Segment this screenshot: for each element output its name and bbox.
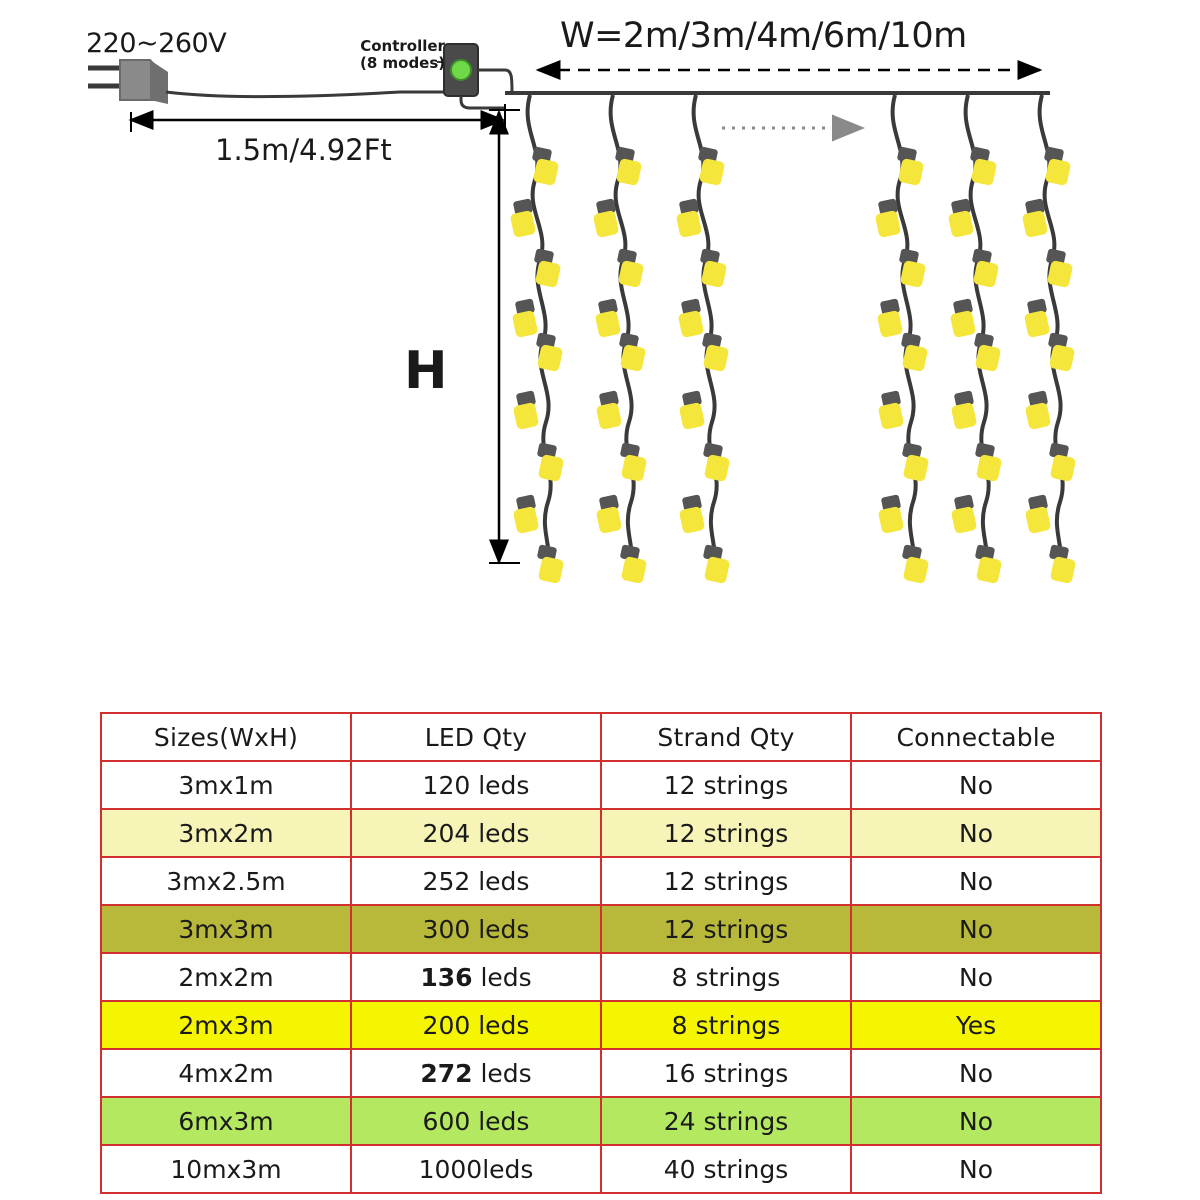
cell-strand-qty: 40 strings	[601, 1145, 851, 1193]
voltage-label: 220~260V	[86, 28, 227, 59]
cell-strand-qty: 24 strings	[601, 1097, 851, 1145]
cell-led-qty: 272 leds	[351, 1049, 601, 1097]
width-label: W=2m/3m/4m/6m/10m	[560, 16, 967, 56]
cord-length-label: 1.5m/4.92Ft	[215, 133, 392, 167]
controller-label-line1: Controller	[360, 37, 445, 55]
cell-connectable: No	[851, 761, 1101, 809]
cell-connectable: No	[851, 1097, 1101, 1145]
cell-strand-qty: 12 strings	[601, 905, 851, 953]
table-row	[101, 953, 1101, 1001]
cell-connectable: No	[851, 809, 1101, 857]
cell-size: 2mx2m	[101, 953, 351, 1001]
led-strand-group	[510, 95, 1077, 584]
controller-label	[360, 38, 445, 73]
led-strand	[676, 95, 731, 584]
cell-size: 3mx1m	[101, 761, 351, 809]
table-row	[101, 1145, 1101, 1193]
led-strand	[1022, 95, 1077, 584]
power-plug-icon	[88, 60, 168, 104]
cell-led-qty: 252 leds	[351, 857, 601, 905]
cell-strand-qty: 16 strings	[601, 1049, 851, 1097]
header-led-qty: LED Qty	[351, 713, 601, 761]
table-body	[101, 761, 1101, 1193]
table-row	[101, 761, 1101, 809]
cell-led-qty: 1000leds	[351, 1145, 601, 1193]
controller-label-line2: (8 modes)	[360, 54, 446, 73]
cell-led-qty: 200 leds	[351, 1001, 601, 1049]
led-strand	[593, 95, 648, 584]
specification-table	[100, 712, 1102, 1194]
cell-connectable: No	[851, 857, 1101, 905]
cell-size: 3mx2m	[101, 809, 351, 857]
cell-led-qty: 300 leds	[351, 905, 601, 953]
specification-table-wrapper	[100, 712, 1102, 1194]
cell-connectable: No	[851, 905, 1101, 953]
table-row	[101, 809, 1101, 857]
cell-size: 6mx3m	[101, 1097, 351, 1145]
cell-size: 3mx3m	[101, 905, 351, 953]
cell-connectable: No	[851, 1145, 1101, 1193]
cell-strand-qty: 8 strings	[601, 1001, 851, 1049]
cell-led-qty: 204 leds	[351, 809, 601, 857]
led-strand	[510, 95, 565, 584]
header-sizes: Sizes(WxH)	[101, 713, 351, 761]
header-strand-qty: Strand Qty	[601, 713, 851, 761]
led-strand	[948, 95, 1003, 584]
cell-strand-qty: 12 strings	[601, 761, 851, 809]
cell-led-qty: 120 leds	[351, 761, 601, 809]
cell-size: 2mx3m	[101, 1001, 351, 1049]
cell-connectable: No	[851, 953, 1101, 1001]
table-header-row	[101, 713, 1101, 761]
cell-led-qty: 136 leds	[351, 953, 601, 1001]
height-label: H	[404, 341, 448, 401]
cell-size: 10mx3m	[101, 1145, 351, 1193]
cord-length-dimension	[131, 104, 505, 132]
cell-strand-qty: 8 strings	[601, 953, 851, 1001]
cell-size: 4mx2m	[101, 1049, 351, 1097]
table-row	[101, 1097, 1101, 1145]
cell-led-qty: 600 leds	[351, 1097, 601, 1145]
height-dimension	[489, 110, 520, 563]
cell-size: 3mx2.5m	[101, 857, 351, 905]
cell-strand-qty: 12 strings	[601, 857, 851, 905]
table-row	[101, 1001, 1101, 1049]
table-row	[101, 1049, 1101, 1097]
table-row	[101, 857, 1101, 905]
led-strand	[875, 95, 930, 584]
cell-connectable: Yes	[851, 1001, 1101, 1049]
cell-strand-qty: 12 strings	[601, 809, 851, 857]
header-connectable: Connectable	[851, 713, 1101, 761]
table-row	[101, 905, 1101, 953]
cell-connectable: No	[851, 1049, 1101, 1097]
